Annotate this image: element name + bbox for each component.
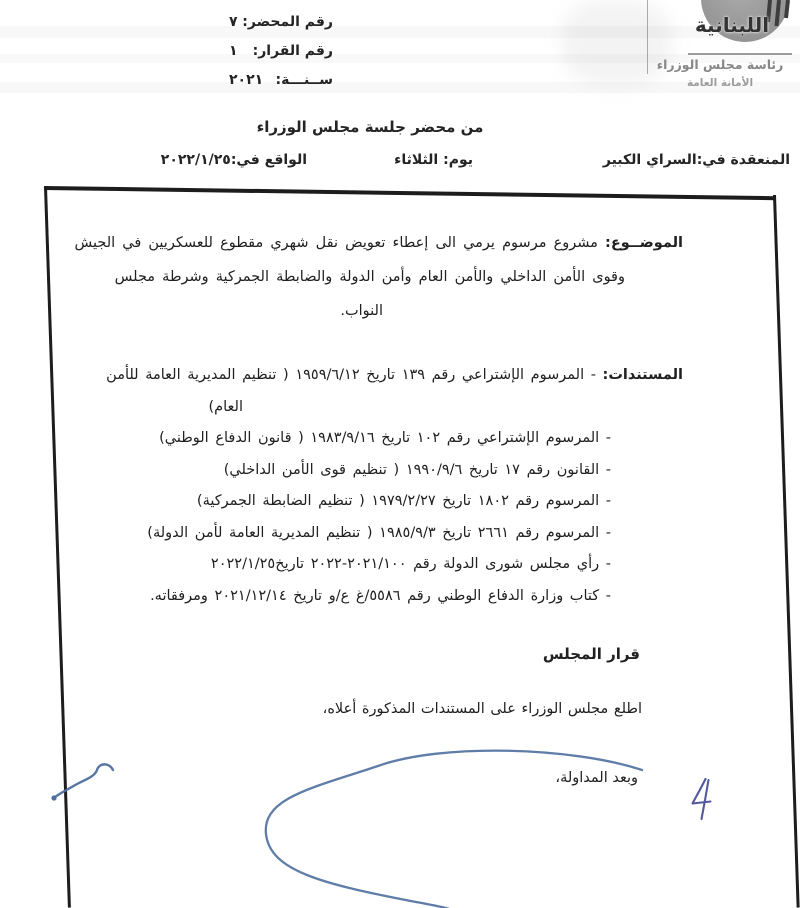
record-number-row: [229, 14, 333, 30]
document-title: من محضر جلسة مجلس الوزراء: [256, 118, 484, 136]
subject-text-1: مشروع مرسوم يرمي الى إعطاء تعويض نقل شهري مقطوع للعسكريين في الجيش: [74, 235, 598, 251]
decision-number-label: رقم القرار:: [252, 43, 333, 59]
year-label: ســنـــة:: [275, 72, 333, 88]
document-line: - رأي مجلس شورى الدولة رقم ٢٠٢١/١٠٠-٢٠٢٢ تاريخ٢٠٢٢/١/٢٥: [210, 556, 611, 572]
document-id-block: [229, 14, 333, 101]
letterhead-vertical-rule: [647, 0, 648, 74]
decision-number-row: [229, 43, 333, 59]
document-line: - المرسوم الإشتراعي رقم ١٠٢ تاريخ ١٩٨٣/٩/١٦ ( قانون الدفاع الوطني): [159, 430, 611, 446]
decision-number-value: ١: [229, 43, 238, 59]
year-value: ٢٠٢١: [229, 72, 264, 88]
pen-scribble-dot: [51, 795, 56, 800]
year-row: [229, 72, 333, 88]
session-day: يوم: الثلاثاء: [394, 152, 473, 168]
content-box-border-right: [773, 195, 800, 908]
decision-review-line: اطلع مجلس الوزراء على المستندات المذكورة أعلاه،: [322, 701, 642, 717]
decision-heading: قرار المجلس: [542, 645, 640, 663]
subject-line-2: وقوى الأمن الداخلي والأمن العام وأمن الدولة والضابطة الجمركية وشرطة مجلس: [114, 269, 625, 285]
content-box-border-left: [44, 187, 71, 908]
document-line: - القانون رقم ١٧ تاريخ ١٩٩٠/٩/٦ ( تنظيم قوى الأمن الداخلي): [223, 461, 611, 478]
record-number-value: ٧: [229, 14, 238, 30]
subject-block: [74, 226, 683, 328]
subject-line-1: [74, 226, 683, 260]
letterhead-org-line1: رئاسة مجلس الوزراء: [656, 57, 784, 72]
document-line: - كتاب وزارة الدفاع الوطني رقم ٥٥٨٦/غ ع/و تاريخ ٢٠٢١/١٢/١٤ ومرفقاته.: [150, 587, 611, 604]
content-box-border-top: [44, 186, 776, 200]
emblem-script-text: اللبنانية: [694, 13, 770, 37]
documents-first-line: [73, 360, 683, 392]
letterhead: [640, 0, 800, 100]
documents-first-text: - المرسوم الإشتراعي رقم ١٣٩ تاريخ ١٩٥٩/٦/١٢ ( تنظيم المديرية العامة للأمن: [106, 367, 596, 383]
subject-line-3: النواب.: [340, 303, 383, 319]
session-date: الواقع في:٢٠٢٢/١/٢٥: [160, 152, 307, 168]
session-venue: المنعقدة في:السراي الكبير: [602, 152, 790, 168]
handwritten-number-4: [693, 779, 711, 819]
record-number-label: رقم المحضر:: [242, 14, 333, 30]
subject-label: الموضــوع:: [605, 235, 683, 251]
letterhead-org-line2: الأمانة العامة: [686, 77, 754, 89]
document-line: العام): [208, 398, 243, 415]
deliberation-line: وبعد المداولة،: [555, 770, 638, 786]
documents-label: المستندات:: [602, 367, 683, 383]
document-line: - المرسوم رقم ١٨٠٢ تاريخ ١٩٧٩/٢/٢٧ ( تنظيم الضابطة الجمركية): [196, 493, 611, 509]
documents-block: [73, 360, 683, 612]
letterhead-divider: [688, 53, 792, 55]
document-line: - المرسوم رقم ٢٦٦١ تاريخ ١٩٨٥/٩/٣ ( تنظيم المديرية العامة لأمن الدولة): [147, 524, 611, 541]
